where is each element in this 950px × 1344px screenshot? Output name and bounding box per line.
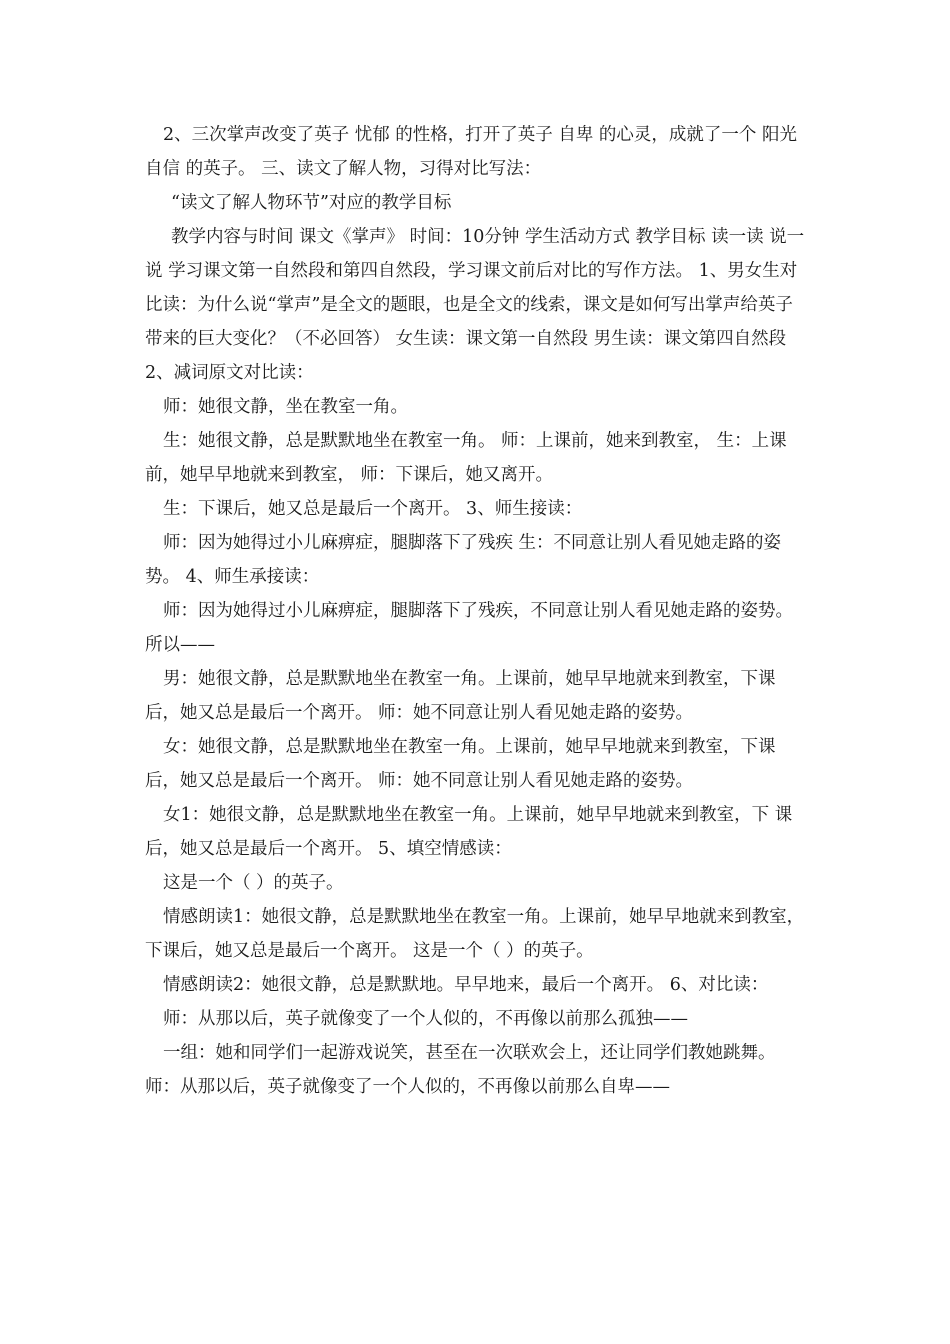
- paragraph-13: 情感朗读1：她很文静，总是默默地坐在教室一角。上课前，她早早地就来到教室，下课后，她又总是最后一个离开。 这是一个（ ）的英子。: [145, 907, 805, 961]
- paragraph-14: 情感朗读2：她很文静，总是默默地。早早地来，最后一个离开。 6、对比读：: [163, 975, 769, 995]
- paragraph-3: 教学内容与时间 课文《掌声》 时间：10分钟 学生活动方式 教学目标 读一读 说一说 学习课文第一自然段和第四自然段，学习课文前后对比的写作方法。 1、男女生对比读：为什么说“掌声”是全文的题眼，也是全文的线索，课文是如何写出掌声给英子带来的巨大变化？（不必回答） 女生读：课文第一自然段 男生读：课文第四自然段 2、减词原文对比读：: [145, 227, 805, 383]
- paragraph-4: 师：她很文静，坐在教室一角。: [163, 397, 408, 417]
- paragraph-10: 女：她很文静，总是默默地坐在教室一角。上课前，她早早地就来到教室，下课 后，她又总是最后一个离开。 师：她不同意让别人看见她走路的姿势。: [145, 737, 776, 791]
- paragraph-8: 师：因为她得过小儿麻痹症，腿脚落下了残疾，不同意让别人看见她走路的姿势。 所以——: [145, 601, 793, 655]
- paragraph-2: “读文了解人物环节”对应的教学目标: [171, 193, 452, 213]
- paragraph-7: 师：因为她得过小儿麻痹症，腿脚落下了残疾 生：不同意让别人看见她走路的姿势。 4、师生承接读：: [145, 533, 782, 587]
- paragraph-15: 师：从那以后，英子就像变了一个人似的，不再像以前那么孤独——: [163, 1009, 688, 1029]
- paragraph-1: 2、三次掌声改变了英子 忧郁 的性格，打开了英子 自卑 的心灵，成就了一个 阳光自信 的英子。 三、读文了解人物，习得对比写法：: [145, 125, 797, 179]
- paragraph-6: 生：下课后，她又总是最后一个离开。 3、师生接读：: [163, 499, 583, 519]
- paragraph-9: 男：她很文静，总是默默地坐在教室一角。上课前，她早早地就来到教室，下课 后，她又总是最后一个离开。 师：她不同意让别人看见她走路的姿势。: [145, 669, 776, 723]
- paragraph-5: 生：她很文静，总是默默地坐在教室一角。 师：上课前，她来到教室， 生：上课前，她早早地就来到教室， 师：下课后，她又离开。: [145, 431, 787, 485]
- paragraph-16: 一组：她和同学们一起游戏说笑，甚至在一次联欢会上，还让同学们教她跳舞。 师：从那以后，英子就像变了一个人似的，不再像以前那么自卑——: [145, 1043, 776, 1097]
- document-body: [145, 118, 810, 1104]
- paragraph-11: 女1：她很文静，总是默默地坐在教室一角。上课前，她早早地就来到教室，下 课后，她又总是最后一个离开。 5、填空情感读：: [145, 805, 793, 859]
- paragraph-12: 这是一个（ ）的英子。: [163, 873, 344, 893]
